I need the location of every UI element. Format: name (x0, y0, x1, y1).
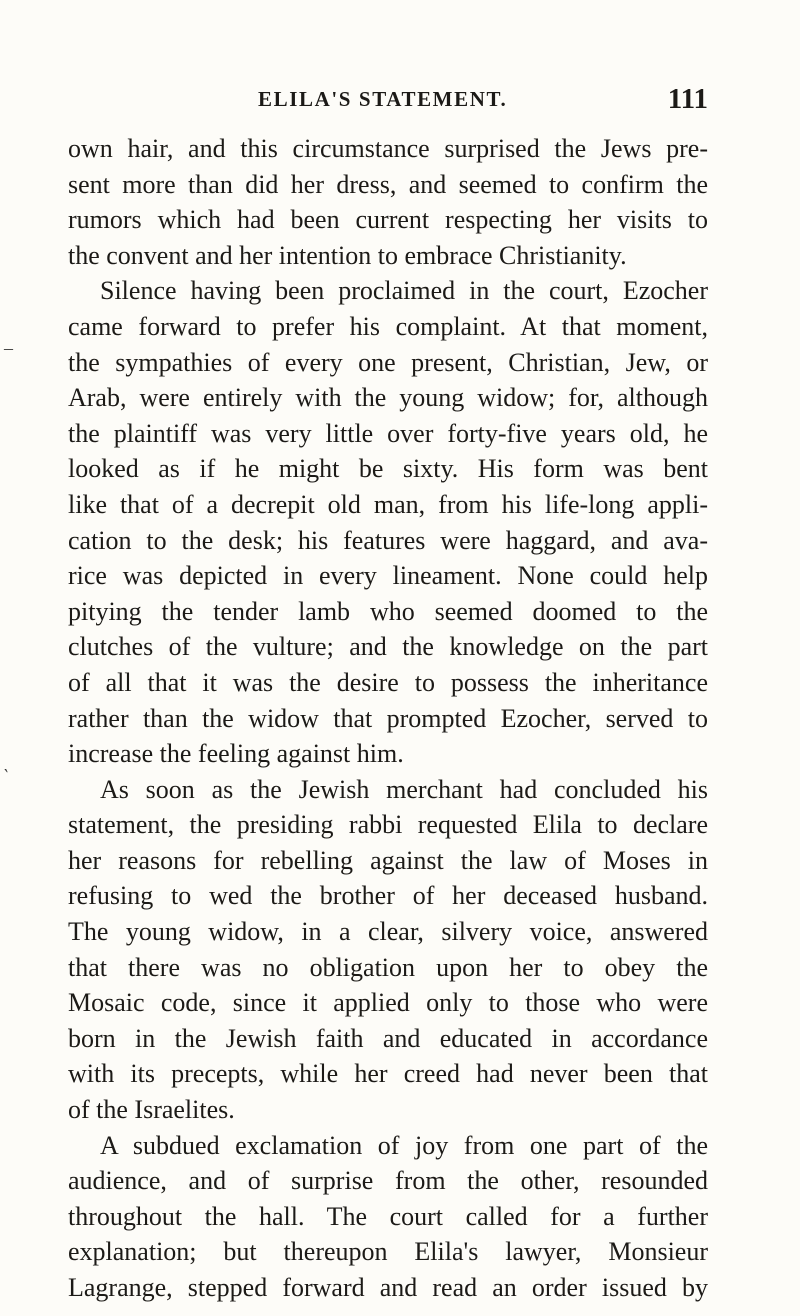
text-line: Mosaic code, since it applied only to those who were (68, 988, 708, 1018)
text-line: pitying the tender lamb who seemed doomed to the (68, 596, 708, 626)
text-line: of all that it was the desire to possess the inheritance (68, 667, 708, 697)
text-line: Arab, were entirely with the young widow; for, although (68, 383, 708, 413)
text-line: rather than the widow that prompted Ezocher, served to (68, 703, 708, 733)
margin-mark: ‵ (4, 766, 9, 786)
text-line: refusing to wed the brother of her deceased husband. (68, 881, 708, 911)
text-line: looked as if he might be sixty. His form was bent (68, 454, 708, 484)
text-line: Silence having been proclaimed in the court, Ezocher (100, 276, 708, 306)
text-line: the plaintiff was very little over forty-five years old, he (68, 418, 708, 448)
text-line: the sympathies of every one present, Christian, Jew, or (68, 347, 708, 377)
text-line: clutches of the vulture; and the knowledge on the part (68, 632, 708, 662)
text-line: that there was no obligation upon her to obey the (68, 952, 708, 982)
text-line: rice was depicted in every lineament. None could help (68, 561, 708, 591)
text-line: The young widow, in a clear, silvery voice, answered (68, 917, 708, 947)
running-head (68, 83, 708, 119)
text-line: explanation; but thereupon Elila's lawyer, Monsieur (68, 1237, 708, 1267)
text-line: sent more than did her dress, and seemed to confirm the (68, 169, 708, 199)
running-title: ELILA'S STATEMENT. (258, 87, 508, 111)
text-line: born in the Jewish faith and educated in accordance (68, 1023, 708, 1053)
text-line: rumors which had been current respecting her visits to (68, 205, 708, 235)
text-line: statement, the presiding rabbi requested Elila to declare (68, 810, 708, 840)
page-number: 111 (667, 83, 708, 115)
text-line: As soon as the Jewish merchant had concluded his (100, 774, 708, 804)
margin-mark: – (4, 338, 13, 358)
text-line: throughout the hall. The court called for a further (68, 1201, 708, 1231)
text-line: cation to the desk; his features were haggard, and ava- (68, 525, 708, 555)
text-line: Lagrange, stepped forward and read an order issued by (68, 1273, 708, 1302)
text-line: of the Israelites. (68, 1095, 235, 1125)
text-line: like that of a decrepit old man, from his life-long appli- (68, 489, 708, 519)
text-line: her reasons for rebelling against the law of Moses in (68, 845, 708, 875)
text-line: own hair, and this circumstance surprised the Jews pre- (68, 134, 708, 163)
text-line: with its precepts, while her creed had never been that (68, 1059, 708, 1089)
text-line: came forward to prefer his complaint. At that moment, (68, 311, 708, 341)
body-text (68, 131, 708, 1306)
text-line: audience, and of surprise from the other, resounded (68, 1166, 708, 1196)
text-line: A subdued exclamation of joy from one part of the (100, 1130, 708, 1160)
text-line: the convent and her intention to embrace Christianity. (68, 240, 627, 270)
text-line: increase the feeling against him. (68, 739, 404, 769)
